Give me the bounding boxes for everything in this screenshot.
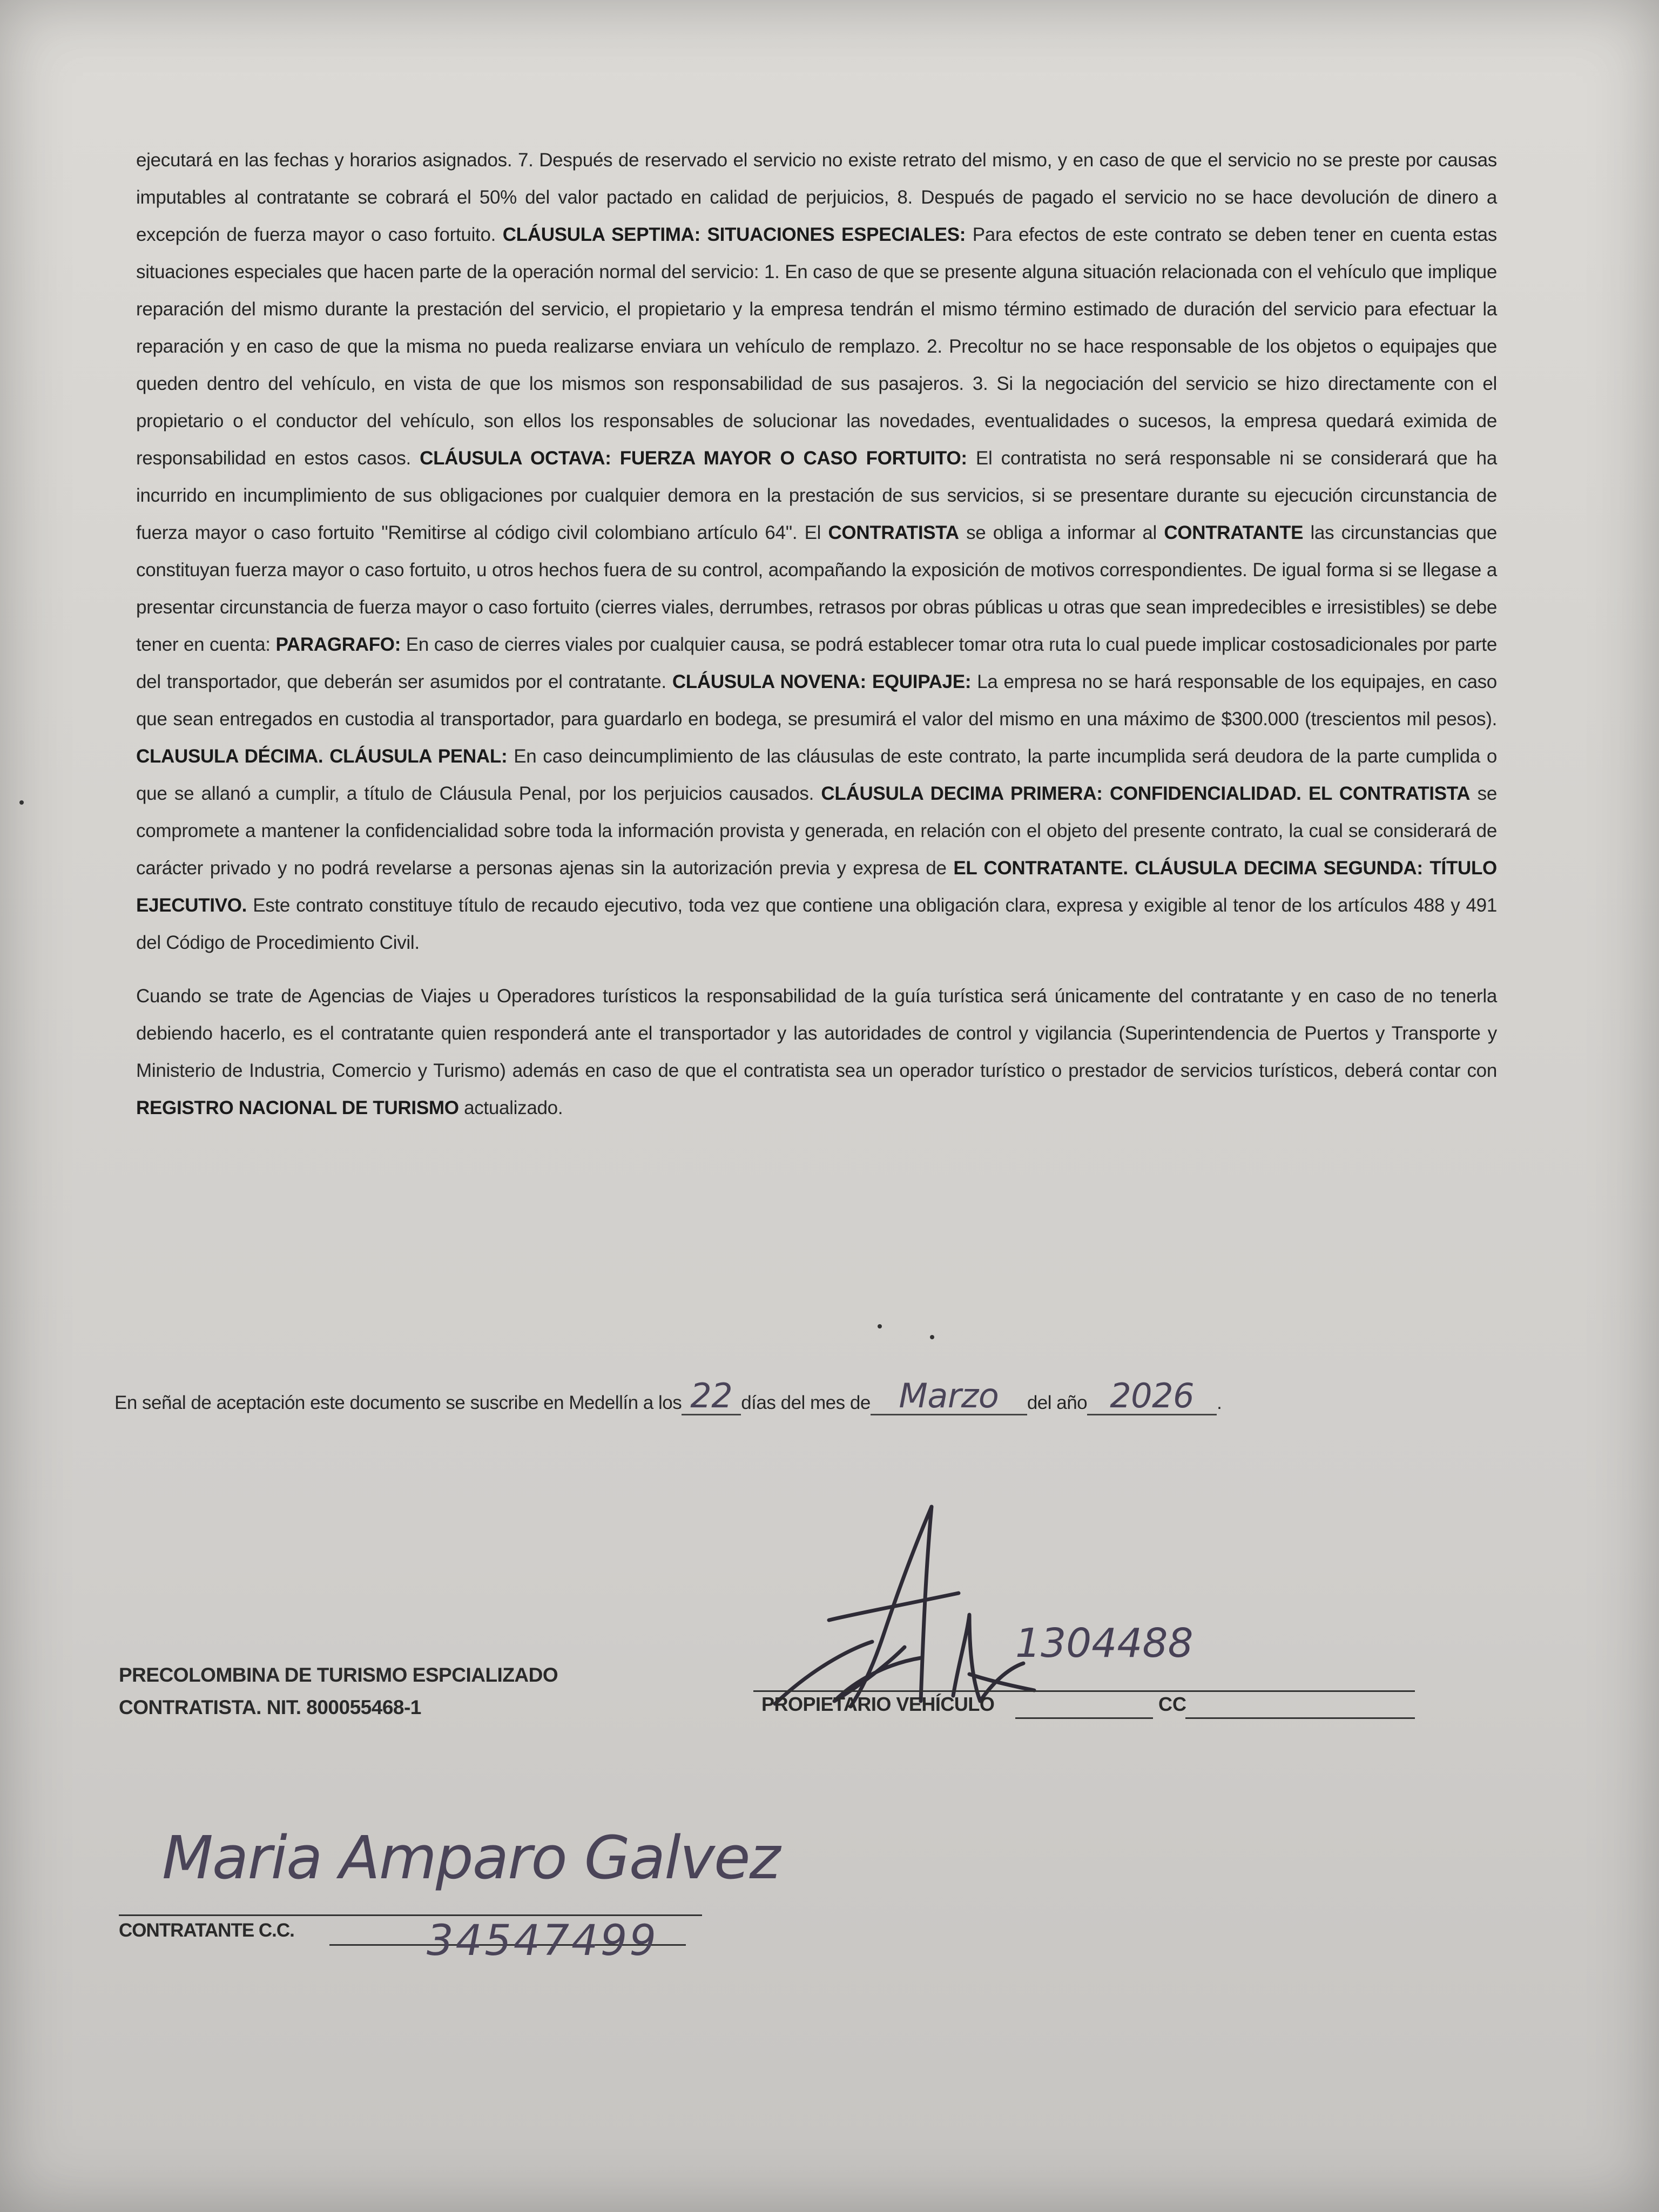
contract.segments-segment: La empresa no se hará responsable de los equipajes, en caso que sean entregados en custodia al transportador, para guardarlo en bodega, se presumirá el valor del mismo en una máximo de $300.000 (trescientos mil pesos).: [136, 671, 1497, 730]
contract.segments-segment: EL CONTRATANTE. CLÁUSULA DECIMA SEGUNDA: TÍTULO EJECUTIVO.: [136, 858, 1497, 916]
owner-label: PROPIETARIO VEHÍCULO: [761, 1693, 995, 1715]
contract.segments-segment: PARAGRAFO:: [275, 634, 401, 655]
year-field: [1087, 1376, 1217, 1415]
contract.segments-segment: Para efectos de este contrato se deben tener en cuenta estas situaciones especiales que hacen parte de la operación normal del servicio: 1. En caso de que se presente alguna situación relacionada con el vehículo que implique reparación del mismo durante la prestación del servicio, el propietario y la empresa tendrán el mismo término estimado de duración del servicio para efectuar la reparación y en caso de que la misma no pueda realizarse enviara un vehículo de remplazo. 2. Precoltur no se hace responsable de los objetos o equipajes que queden dentro del vehículo, en vista de que los mismos son responsabilidad de sus pasajeros. 3. Si la negociación del servicio se hizo directamente con el propietario o el conductor del vehículo, son ellos los responsables de solucionar las novedades, eventualidades o sucesos, la empresa quedará eximida de responsabilidad en estos casos.: [136, 224, 1497, 469]
acceptance-mid1: días del mes de: [741, 1392, 871, 1413]
company-block: [119, 1659, 558, 1724]
contract.segments-segment: CLÁUSULA NOVENA: EQUIPAJE:: [672, 671, 972, 692]
owner-cc-handwritten: 1304488: [1015, 1620, 1193, 1667]
contractor-signature: Maria Amparo Galvez: [162, 1823, 780, 1892]
contract.segments-segment: se compromete a mantener la confidencialidad sobre toda la información provista y generada, en relación con el objeto del presente contrato, la cual se considerará de carácter privado y no podrá revelarse a personas ajenas sin la autorización previa y expresa de: [136, 783, 1497, 879]
day-field: [682, 1376, 741, 1415]
contractor-cc-handwritten: 34547499: [427, 1917, 659, 1965]
tourism-agency-paragraph: [136, 977, 1497, 1127]
contract.segments-segment: En caso de cierres viales por cualquier causa, se podrá establecer tomar otra ruta lo cual puede implicar costosadicionales por parte del transportador, que deberán ser asumidos por el contratante.: [136, 634, 1497, 692]
month-field: [871, 1376, 1027, 1415]
speck: [19, 800, 24, 805]
contract.segments-segment: CLÁUSULA DECIMA PRIMERA: CONFIDENCIALIDAD. EL CONTRATISTA: [821, 783, 1471, 804]
company-nit: CONTRATISTA. NIT. 800055468-1: [119, 1696, 421, 1718]
owner-cc-line: [1185, 1717, 1415, 1719]
year-handwritten: 2026: [1110, 1376, 1195, 1415]
contract.segments-segment: CONTRATISTA: [828, 522, 959, 543]
speck: [930, 1335, 934, 1339]
contract-body: [136, 141, 1497, 1127]
contract.segments-segment: se obliga a informar al: [959, 522, 1164, 543]
acceptance-mid2: del año: [1027, 1392, 1088, 1413]
contractor-signature-line: [119, 1914, 702, 1916]
day-handwritten: 22: [690, 1376, 733, 1415]
acceptance-prefix: En señal de aceptación este documento se suscribe en Medellín a los: [114, 1392, 682, 1413]
contract-clauses-paragraph: [136, 141, 1497, 961]
owner-cc-label: CC: [1158, 1693, 1186, 1715]
owner-signature-line: [753, 1690, 1415, 1692]
contract.segments-segment: En caso deincumplimiento de las cláusulas de este contrato, la parte incumplida será deudora de la parte cumplida o que se allanó a cumplir, a título de Cláusula Penal, por los perjuicios causados.: [136, 746, 1497, 804]
company-name: PRECOLOMBINA DE TURISMO ESPCIALIZADO: [119, 1664, 558, 1686]
contract.segments-segment: CLÁUSULA OCTAVA: FUERZA MAYOR O CASO FORTUITO:: [420, 448, 967, 469]
acceptance-end: .: [1217, 1392, 1222, 1413]
contract.segments-segment: El contratista no será responsable ni se considerará que ha incurrido en incumplimiento de sus obligaciones por cualquier demora en la prestación de sus servicios, si se presentare durante su ejecución circunstancia de fuerza mayor o caso fortuito "Remitirse al código civil colombiano artículo 64". El: [136, 448, 1497, 543]
owner-label-line: [1015, 1717, 1153, 1719]
contract.segments-segment: CLÁUSULA SEPTIMA: SITUACIONES ESPECIALES:: [502, 224, 966, 245]
contract.segments-segment: ejecutará en las fechas y horarios asignados. 7. Después de reservado el servicio no existe retrato del mismo, y en caso de que el servicio no se preste por causas imputables al contratante se cobrará el 50% del valor pactado en calidad de perjuicios, 8. Después de pagado el servicio no se hace devolución de dinero a excepción de fuerza mayor o caso fortuito.: [136, 150, 1497, 245]
contract.paragraph2-segment: REGISTRO NACIONAL DE TURISMO: [136, 1097, 459, 1118]
contract.segments-segment: las circunstancias que constituyan fuerza mayor o caso fortuito, u otros hechos fuera de su control, acompañando la exposición de motivos correspondientes. De igual forma si se llegase a presentar circunstancia de fuerza mayor o caso fortuito (cierres viales, derrumbes, retrasos por obras públicas u otras que sean impredecibles e irresistibles) se debe tener en cuenta:: [136, 522, 1498, 655]
acceptance-line: [114, 1376, 1529, 1415]
contractor-label: CONTRATANTE C.C.: [119, 1920, 294, 1941]
contract.segments-segment: CONTRATANTE: [1164, 522, 1304, 543]
contract.segments-segment: Este contrato constituye título de recaudo ejecutivo, toda vez que contiene una obligación clara, expresa y exigible al tenor de los artículos 488 y 491 del Código de Procedimiento Civil.: [136, 895, 1497, 953]
contract.paragraph2-segment: actualizado.: [458, 1097, 563, 1118]
contract.paragraph2-segment: Cuando se trate de Agencias de Viajes u Operadores turísticos la responsabilidad de la guía turística será únicamente del contratante y en caso de no tenerla debiendo hacerlo, es el contratante quien responderá ante el transportador y las autoridades de control y vigilancia (Superintendencia de Puertos y Transporte y Ministerio de Industria, Comercio y Turismo) además en caso de que el contratista sea un operador turístico o prestador de servicios turísticos, deberá contar con: [136, 986, 1497, 1081]
contract.segments-segment: CLAUSULA DÉCIMA. CLÁUSULA PENAL:: [136, 746, 508, 767]
speck: [878, 1324, 882, 1328]
month-handwritten: Marzo: [899, 1376, 999, 1415]
